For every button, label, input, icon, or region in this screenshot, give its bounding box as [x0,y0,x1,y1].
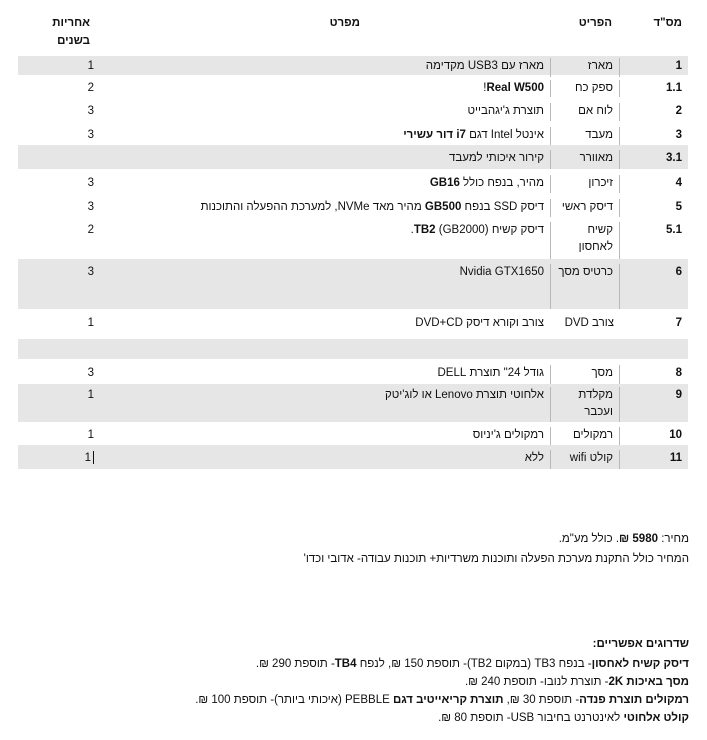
spec-table [18,10,688,469]
header-item: הפריט [578,17,612,29]
table-row: 3 מעבד אינטל Intel דגם i7 דור עשירי 3 [18,121,688,145]
table-row: 10 רמקולים רמקולים ג'יניוס 1 [18,422,688,445]
price-line: מחיר: 5980 ₪. כולל מע"מ. [558,533,689,545]
table-row-empty [18,339,688,359]
table-row: 7 צורב DVD צורב וקורא דיסק DVD+CD 1 [87,317,682,329]
upgrades-title: שדרוגים אפשריים: [592,638,689,650]
upgrade-line: קולט אלחוטי לאינטרנט בחיבור USB- תוספת 80 ₪. [438,712,689,724]
header-warranty: אחריות בשנים [52,17,90,47]
warranty-cell-edit[interactable]: 1 [18,450,98,467]
price-note: המחיר כולל התקנת מערכת הפעלה ותוכנות משרדיות+ תוכנות עבודה- אדובי וכדו' [303,553,689,565]
table-row: 6 כרטיס מסך Nvidia GTX1650 3 [18,259,688,309]
table-header-row [18,10,688,56]
table-row: 11 קולט wifi ללא 1 [18,445,688,469]
text-cursor [93,451,94,464]
table-row: 2 לוח אם תוצרת ג'יגהבייט 3 [18,97,688,121]
upgrade-line: רמקולים תוצרת פנדה- תוספת 30 ₪, תוצרת קריאייטיב דגם PEBBLE (איכותי ביותר)- תוספת 100 ₪. [195,694,689,706]
table-row: 3.1 מאוורר קירור איכותי למעבד [18,145,688,169]
table-row: 1 מארז מארז עם USB3 מקדימה 1 [18,56,688,75]
table-row: 1.1 ספק כח Real W500! 2 [18,75,688,97]
table-row: 9 מקלדת ועכבר אלחוטי תוצרת Lenovo או לוג'יטק 1 [18,384,688,422]
header-id: מס"ד [653,17,682,29]
upgrade-line: דיסק קשיח לאחסון- בנפח TB3 (במקום TB2)- תוספת 150 ₪, לנפח TB4- תוספת 290 ₪. [255,658,689,670]
table-row: 5 דיסק ראשי דיסק SSD בנפח GB500 מהיר מאד NVMe, למערכת ההפעלה והתוכנות 3 [18,193,688,217]
table-row: 5.1 קשיח לאחסון דיסק קשיח TB2 (GB2000). 2 [18,217,688,259]
upgrade-line: מסך באיכות 2K- תוצרת לנובו- תוספת 240 ₪. [464,676,689,688]
table-row: 4 זיכרון מהיר, בנפח כולל GB16 3 [18,169,688,193]
table-row: 8 מסך גודל 24" תוצרת DELL 3 [18,359,688,384]
header-spec: מפרט [329,17,360,29]
